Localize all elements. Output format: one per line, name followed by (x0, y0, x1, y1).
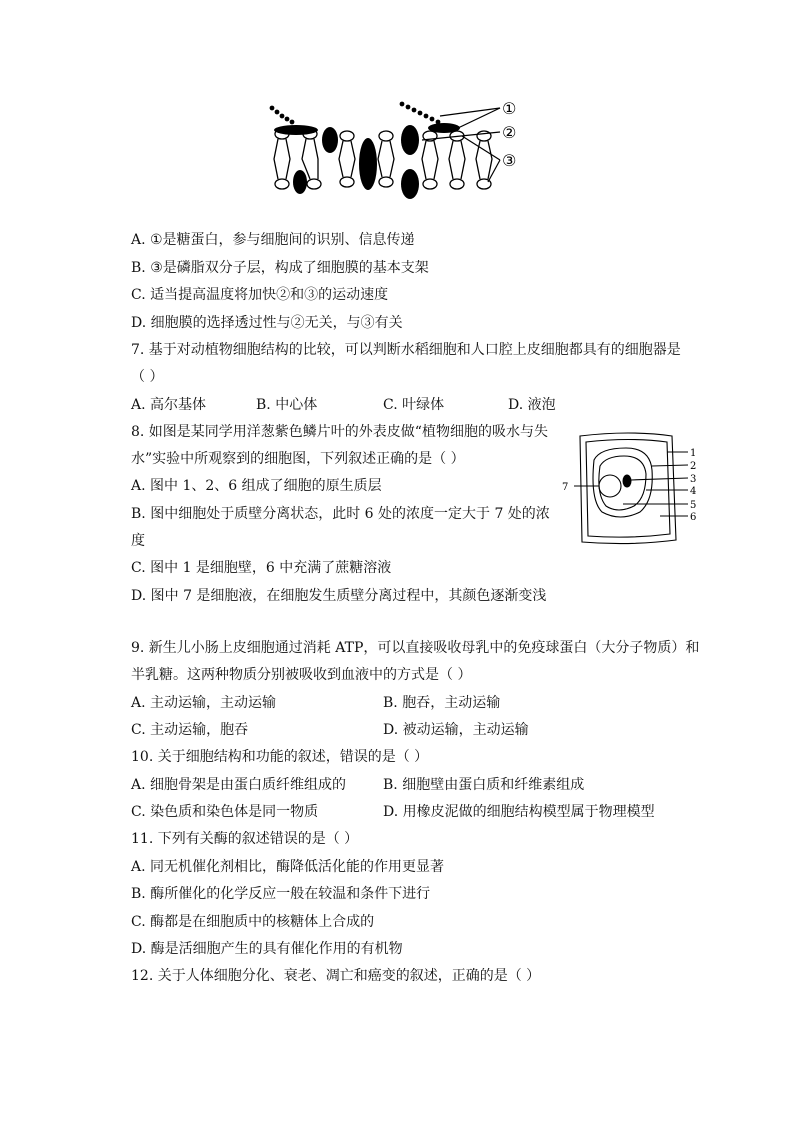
cell-label-5: 5 (690, 500, 697, 511)
q7-option-b: B. 中心体 (256, 397, 318, 413)
q10-option-c: C. 染色质和染色体是同一物质 (131, 804, 319, 820)
q8-stem-line2: 水”实验中所观察到的细胞图，下列叙述正确的是（ ） (131, 451, 465, 467)
q9-option-c: C. 主动运输，胞吞 (131, 722, 249, 738)
q9-option-b: B. 胞吞，主动运输 (383, 695, 501, 711)
cell-label-3: 3 (690, 474, 697, 485)
q7-option-d: D. 液泡 (508, 397, 556, 413)
q11-stem: 11. 下列有关酶的叙述错误的是（ ） (131, 831, 359, 847)
q9-option-a: A. 主动运输，主动运输 (131, 695, 277, 711)
q11-option-c: C. 酶都是在细胞质中的核糖体上合成的 (131, 914, 375, 930)
membrane-label-3: ③ (502, 151, 517, 170)
q8-option-b-line2: 度 (131, 533, 145, 549)
membrane-label-1: ① (502, 99, 517, 118)
q6-option-d: D. 细胞膜的选择透过性与②无关，与③有关 (131, 315, 403, 331)
q10-option-b: B. 细胞壁由蛋白质和纤维素组成 (383, 777, 585, 793)
q8-option-c: C. 图中 1 是细胞壁，6 中充满了蔗糖溶液 (131, 560, 392, 576)
q7-option-c: C. 叶绿体 (383, 397, 445, 413)
q10-stem: 10. 关于细胞结构和功能的叙述，错误的是（ ） (131, 749, 429, 765)
q12-stem: 12. 关于人体细胞分化、衰老、凋亡和癌变的叙述，正确的是（ ） (131, 968, 541, 984)
q10-option-d: D. 用橡皮泥做的细胞结构模型属于物理模型 (383, 804, 655, 820)
cell-label-6: 6 (690, 512, 697, 523)
q8-stem-line1: 8. 如图是某同学用洋葱紫色鳞片叶的外表皮做“植物细胞的吸水与失 (131, 424, 548, 440)
cell-label-1: 1 (690, 448, 697, 459)
plant-cell-diagram (560, 430, 700, 550)
q8-option-b-line1: B. 图中细胞处于质壁分离状态，此时 6 处的浓度一定大于 7 处的浓 (131, 506, 550, 522)
q7-stem-line2: （ ） (131, 369, 164, 385)
q7-stem-line1: 7. 基于对动植物细胞结构的比较，可以判断水稻细胞和人口腔上皮细胞都具有的细胞器是 (131, 342, 681, 358)
q9-option-d: D. 被动运输，主动运输 (383, 722, 529, 738)
cell-membrane-diagram (262, 94, 532, 204)
cell-label-2: 2 (690, 461, 697, 472)
q8-option-a: A. 图中 1、2、6 组成了细胞的原生质层 (131, 478, 382, 494)
q9-stem-line2: 半乳糖。这两种物质分别被吸收到血液中的方式是（ ） (131, 667, 472, 683)
cell-label-4: 4 (690, 486, 697, 497)
q11-option-b: B. 酶所催化的化学反应一般在较温和条件下进行 (131, 886, 431, 902)
cell-label-7: 7 (562, 482, 569, 493)
q11-option-a: A. 同无机催化剂相比，酶降低活化能的作用更显著 (131, 859, 445, 875)
q6-option-b: B. ③是磷脂双分子层，构成了细胞膜的基本支架 (131, 260, 429, 276)
q10-option-a: A. 细胞骨架是由蛋白质纤维组成的 (131, 777, 347, 793)
q11-option-d: D. 酶是活细胞产生的具有催化作用的有机物 (131, 941, 403, 957)
q8-option-d: D. 图中 7 是细胞液，在细胞发生质壁分离过程中，其颜色逐渐变浅 (131, 588, 547, 604)
q9-stem-line1: 9. 新生儿小肠上皮细胞通过消耗 ATP，可以直接吸收母乳中的免疫球蛋白（大分子物质）和 (131, 640, 700, 656)
q6-option-a: A. ①是糖蛋白，参与细胞间的识别、信息传递 (131, 232, 415, 248)
q7-option-a: A. 高尔基体 (131, 397, 207, 413)
q6-option-c: C. 适当提高温度将加快②和③的运动速度 (131, 287, 389, 303)
membrane-label-2: ② (502, 123, 517, 142)
